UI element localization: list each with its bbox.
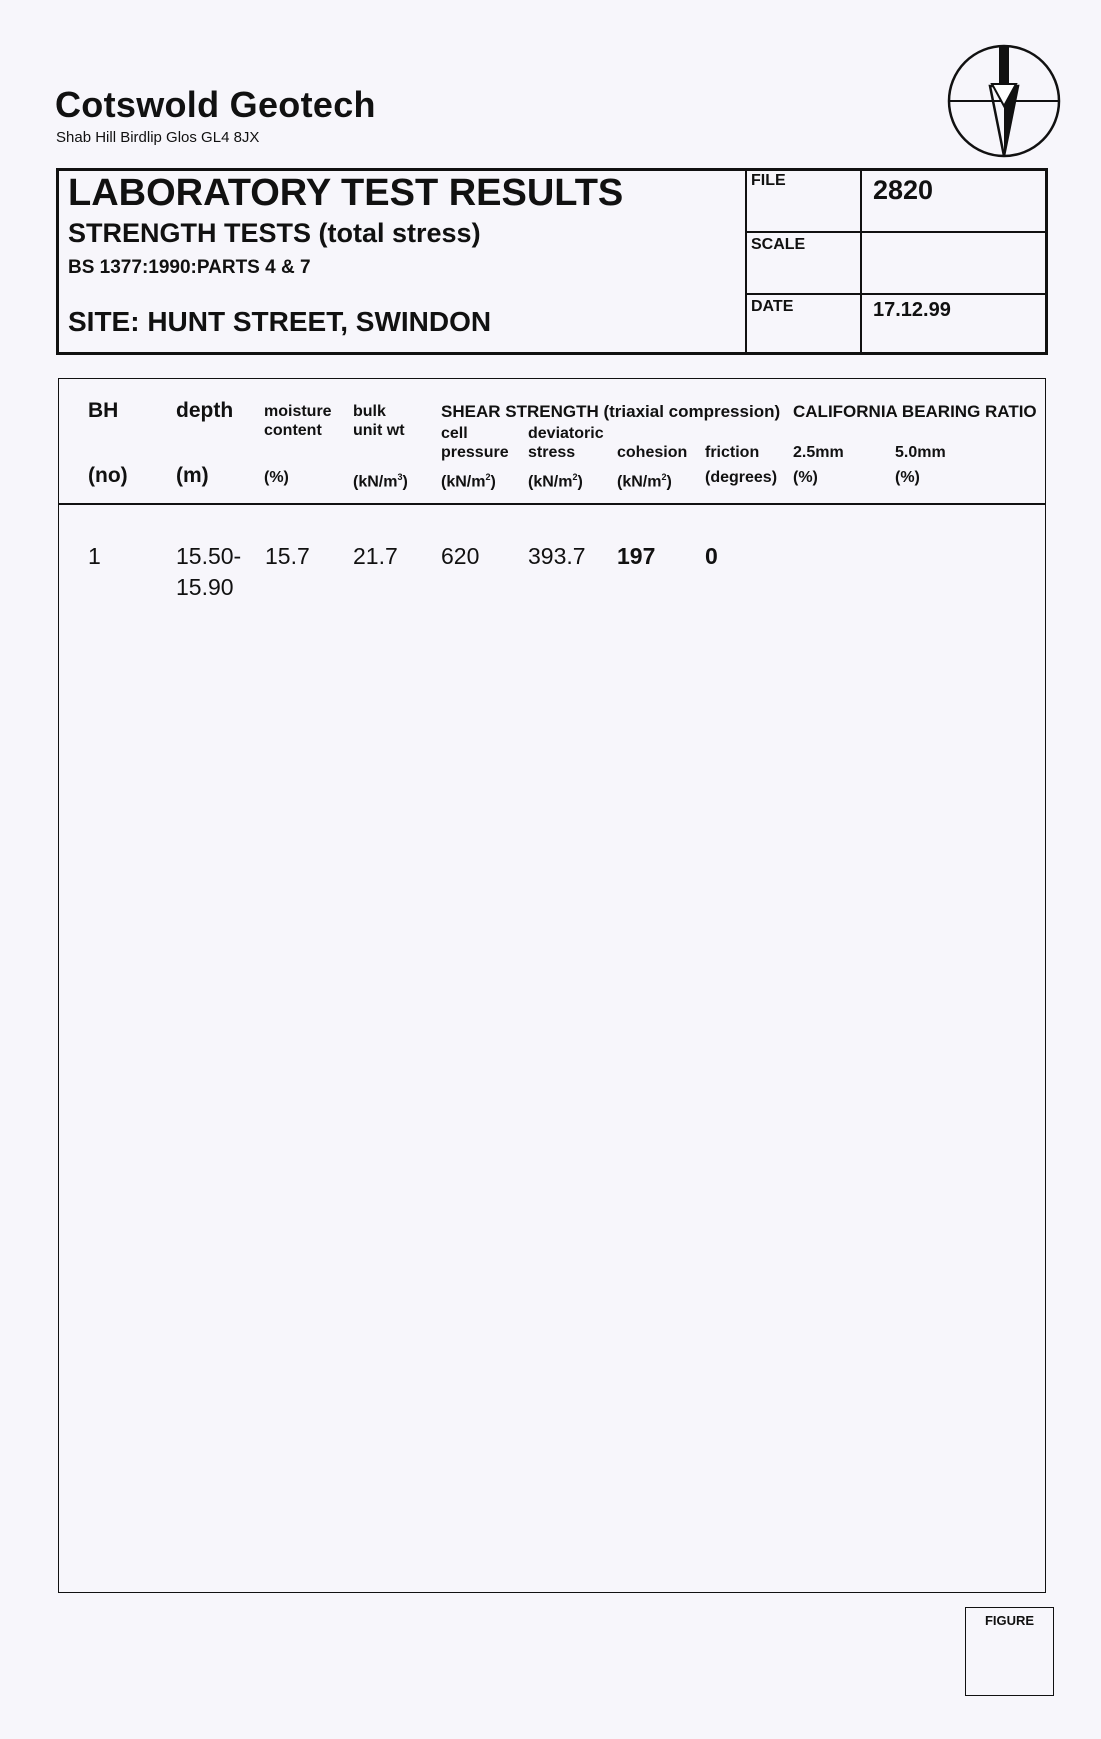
col-bh-header: BH <box>88 399 119 422</box>
col-cbr-2-5mm-unit: (%) <box>793 469 818 486</box>
row-1-friction: 0 <box>705 543 718 569</box>
col-cbr-5-0mm-unit: (%) <box>895 469 920 486</box>
row-1-depth-bottom: 15.90 <box>176 574 234 600</box>
col-depth-unit: (m) <box>176 464 209 487</box>
col-depth-header: depth <box>176 399 234 422</box>
col-friction-header: friction <box>705 444 760 461</box>
col-friction-unit: (degrees) <box>705 469 778 486</box>
report-standard: BS 1377:1990:PARTS 4 & 7 <box>68 257 311 278</box>
row-1-bh: 1 <box>88 543 101 569</box>
col-deviatoric-stress-header: deviatoric stress <box>528 425 604 461</box>
cbr-group-header: CALIFORNIA BEARING RATIO <box>793 402 1037 421</box>
company-logo-icon <box>946 44 1062 158</box>
col-cell-pressure-header: cell pressure <box>441 425 509 461</box>
company-name: Cotswold Geotech <box>55 84 376 125</box>
col-bulk-unit: $(kN/m^3)$ <box>353 472 408 491</box>
row-1-depth-top: 15.50- <box>176 543 242 569</box>
file-label: FILE <box>751 172 786 189</box>
row-1-deviatoric-stress: 393.7 <box>528 543 586 569</box>
report-site: SITE: HUNT STREET, SWINDON <box>68 306 492 337</box>
row-1-bulk: 21.7 <box>353 543 398 569</box>
col-moisture-unit: (%) <box>264 469 289 486</box>
col-cell-pressure-unit: $(kN/m^2)$ <box>441 472 496 491</box>
report-subtitle: STRENGTH TESTS (total stress) <box>68 218 481 248</box>
date-value: 17.12.99 <box>873 299 951 321</box>
row-1-cohesion: 197 <box>617 543 656 569</box>
company-address: Shab Hill Birdlip Glos GL4 8JX <box>56 129 260 146</box>
date-label: DATE <box>751 298 794 315</box>
col-bulk-header: bulk unit wt <box>353 403 405 439</box>
col-moisture-header: moisture content <box>264 403 332 439</box>
col-deviatoric-stress-unit: $(kN/m^2)$ <box>528 472 583 491</box>
col-cohesion-unit: $(kN/m^2)$ <box>617 472 672 491</box>
scale-label: SCALE <box>751 236 806 253</box>
col-cbr-2-5mm-header: 2.5mm <box>793 444 844 461</box>
shear-strength-group-header: SHEAR STRENGTH (triaxial compression) <box>441 402 781 421</box>
col-bh-unit: (no) <box>88 464 128 487</box>
row-1-cell-pressure: 620 <box>441 543 480 569</box>
file-number: 2820 <box>873 175 934 205</box>
figure-label: FIGURE <box>984 1613 1035 1628</box>
col-cbr-5-0mm-header: 5.0mm <box>895 444 946 461</box>
row-1-moisture: 15.7 <box>265 543 310 569</box>
report-title: LABORATORY TEST RESULTS <box>68 172 624 214</box>
col-cohesion-header: cohesion <box>617 444 688 461</box>
